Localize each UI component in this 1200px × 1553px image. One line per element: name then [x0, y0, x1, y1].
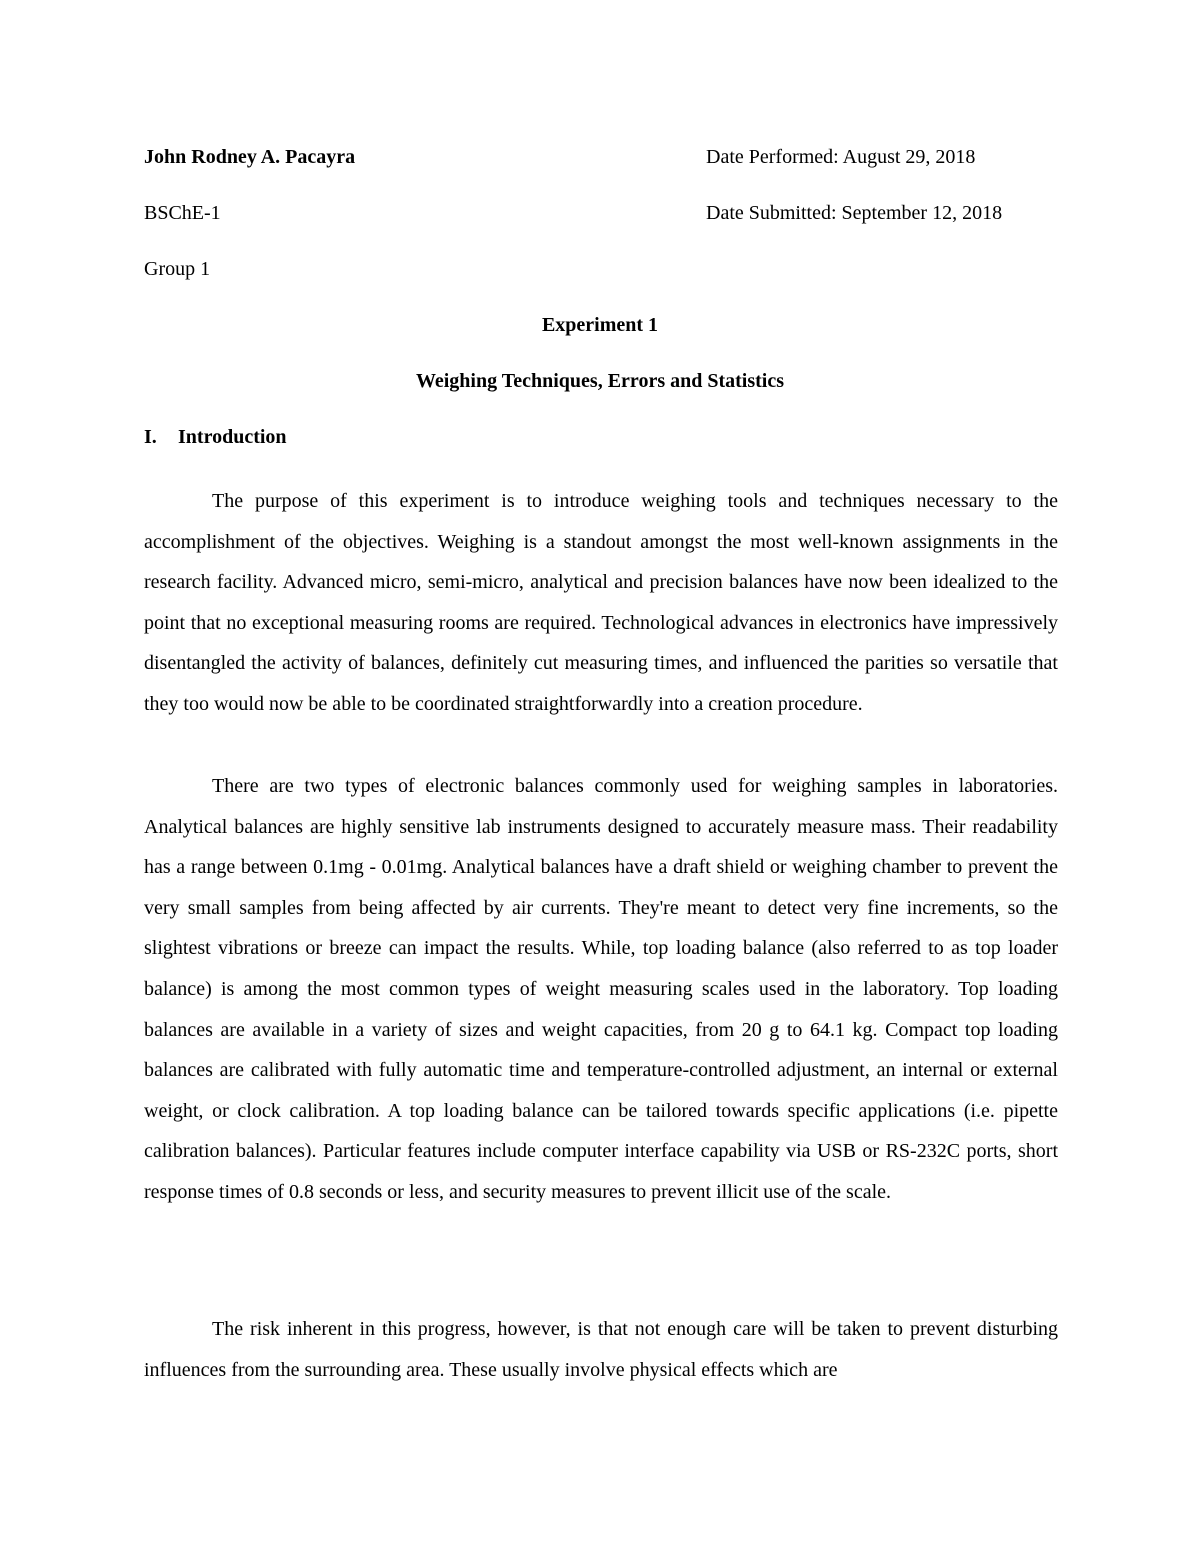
section-heading [144, 425, 287, 449]
group: Group 1 [144, 258, 211, 280]
date-performed: Date Performed: August 29, 2018 [706, 146, 976, 168]
paragraph-3: The risk inherent in this progress, however, is that not enough care will be taken to prevent disturbing influences from the surrounding area. These usually involve physical effects which are [144, 1318, 1058, 1381]
date-submitted: Date Submitted: September 12, 2018 [706, 202, 1003, 224]
program: BSChE-1 [144, 202, 221, 224]
section-title: Introduction [178, 426, 287, 448]
experiment-subtitle: Weighing Techniques, Errors and Statistics [415, 370, 785, 392]
paragraph-2: There are two types of electronic balances commonly used for weighing samples in laboratories. Analytical balances are highly sensitive lab instruments designed to accurately measure mass. Their readability has a range between 0.1mg - 0.01mg. Analytical balances have a draft shield or weighing chamber to prevent the very small samples from being affected by air currents. They're meant to detect very fine increments, so the slightest vibrations or breeze can impact the results. While, top loading balance (also referred to as top loader balance) is among the most common types of weight measuring scales used in the laboratory. Top loading balances are available in a variety of sizes and weight capacities, from 20 g to 64.1 kg. Compact top loading balances are calibrated with fully automatic time and temperature-controlled adjustment, an internal or external weight, or clock calibration. A top loading balance can be tailored towards specific applications (i.e. pipette calibration balances). Particular features include computer interface capability via USB or RS-232C ports, short response times of 0.8 seconds or less, and security measures to prevent illicit use of the scale. [144, 775, 1058, 1203]
author-name: John Rodney A. Pacayra [144, 146, 356, 168]
experiment-title: Experiment 1 [541, 314, 659, 336]
paragraph-1: The purpose of this experiment is to introduce weighing tools and techniques necessary to the accomplishment of the objectives. Weighing is a standout amongst the most well-known assignments in the research facility. Advanced micro, semi-micro, analytical and precision balances have now been idealized to the point that no exceptional measuring rooms are required. Technological advances in electronics have impressively disentangled the activity of balances, definitely cut measuring times, and influenced the parities so versatile that they too would now be able to be coordinated straightforwardly into a creation procedure. [144, 490, 1058, 715]
section-number: I. [144, 426, 157, 448]
